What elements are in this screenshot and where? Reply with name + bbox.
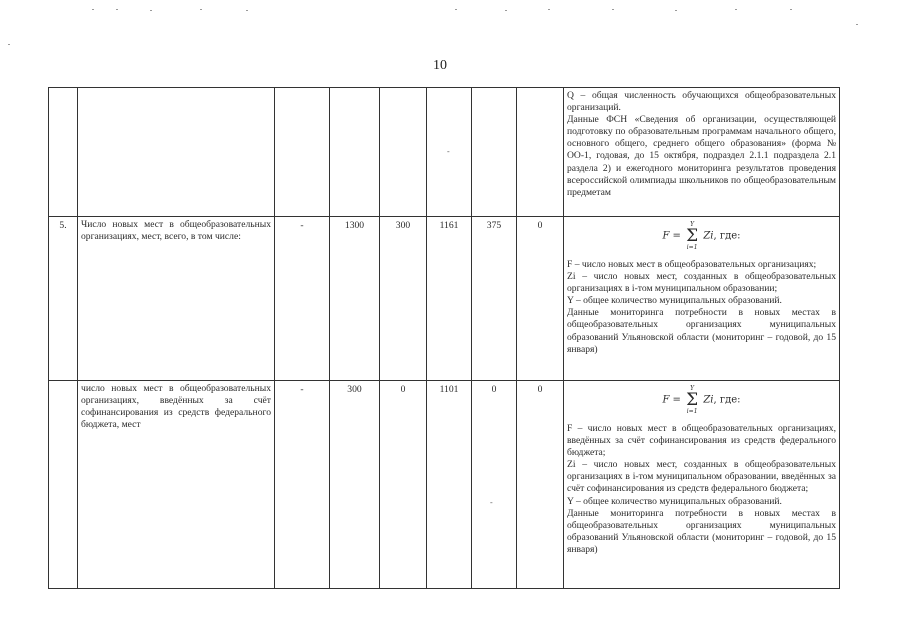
formula-term: Zi [703,230,714,242]
sum-upper-limit: Y [690,385,695,392]
value: 0 [537,220,543,231]
scan-specks [0,0,905,30]
value-cell [517,381,564,589]
indicator-name-cell [78,217,275,381]
value-cell [427,381,472,589]
table-row [49,88,840,217]
value: 375 [486,220,502,231]
value: 300 [347,384,362,395]
formula-suffix: , где: [713,394,741,406]
formula-lhs: F = [662,230,681,242]
value-cell [275,88,330,217]
sigma-icon: Y Σ i=1 [686,385,699,415]
value-cell [380,381,427,589]
methodology-paragraph: F – число новых мест в общеобразовательных организациях, введённых за счёт софинансирования из средств федерального бюджета; [567,423,836,459]
value: 1161 [439,220,459,231]
value-cell [330,217,380,381]
dash-mark: - [447,147,450,156]
value-cell [472,88,517,217]
methodology-cell [564,381,840,589]
sigma-icon: Y Σ i=1 [686,221,699,251]
row-number: 5. [59,220,67,231]
table-row [49,217,840,381]
methodology-cell [564,217,840,381]
methodology-paragraph: Zi – число новых мест, созданных в общеобразовательных организациях в i-том муниципальном образовании; [567,271,836,295]
sum-upper-limit: Y [690,221,695,228]
page-number: 10 [433,58,447,73]
value: 1101 [439,384,459,395]
sum-lower-limit: i=1 [686,408,698,415]
formula-suffix: , где: [713,230,741,242]
value-cell [380,217,427,381]
value: - [300,220,304,231]
indicator-name: Число новых мест в общеобразовательных организациях, мест, всего, в том числе: [81,219,271,243]
value-cell [517,88,564,217]
methodology-paragraph: F – число новых мест в общеобразовательных организациях; [567,259,817,270]
dash-mark: - [490,498,493,507]
formula-term: Zi [703,394,714,406]
value: 1300 [344,220,365,231]
value-cell [330,88,380,217]
methodology-paragraph: Y – общее количество муниципальных образований. [567,495,782,507]
methodology-paragraph: Zi – число новых мест, созданных в общеобразовательных организациях в i-том муниципальном образовании, введённых за счёт софинансирования из средств федерального бюджета; [567,459,836,495]
value: 0 [537,384,543,395]
indicator-name-cell [78,381,275,589]
indicators-table [48,87,840,589]
methodology-paragraph: Данные ФСН «Сведения об организации, осуществляющей подготовку по образовательным программам начального общего, основного общего, среднего общего образования» (форма № ОО-1, годовая, до 15 октября, подраздел 2.1.1 подраздела 2.1 раздела 2) и ежегодного мониторинга результатов проведения всероссийской олимпиады школьников по общеобразовательным предметам [567,114,836,198]
sum-formula [564,381,839,421]
value-cell [517,217,564,381]
value: 0 [491,384,497,395]
row-number-cell [49,88,78,217]
value: 0 [400,384,406,395]
value-cell [472,217,517,381]
methodology-paragraph: Q – общая численность обучающихся общеобразовательных организаций. [567,90,836,114]
value-cell [472,381,517,589]
value-cell [380,88,427,217]
methodology-paragraph: Данные мониторинга потребности в новых местах в общеобразовательных организациях муниципальных образований Ульяновской области (мониторинг – годовой, до 15 января) [567,307,836,355]
value: 300 [395,220,411,231]
value-cell [330,381,380,589]
indicator-name: число новых мест в общеобразовательных организациях, введённых за счёт софинансирования из средств федерального бюджета, мест [81,383,271,431]
sum-formula [564,217,839,257]
methodology-paragraph: Y – общее количество муниципальных образований. [567,295,782,307]
sum-lower-limit: i=1 [686,244,698,251]
methodology-cell [564,88,840,217]
value-cell [427,88,472,217]
formula-lhs: F = [662,394,681,406]
value-cell [275,217,330,381]
table-row [49,381,840,589]
indicator-name-cell [78,88,275,217]
value: - [300,384,304,395]
row-number-cell [49,381,78,589]
value-cell [275,381,330,589]
row-number-cell [49,217,78,381]
methodology-paragraph: Данные мониторинга потребности в новых местах в общеобразовательных организациях муниципальных образований Ульяновской области (мониторинг – годовой, до 15 января) [567,507,836,555]
value-cell [427,217,472,381]
